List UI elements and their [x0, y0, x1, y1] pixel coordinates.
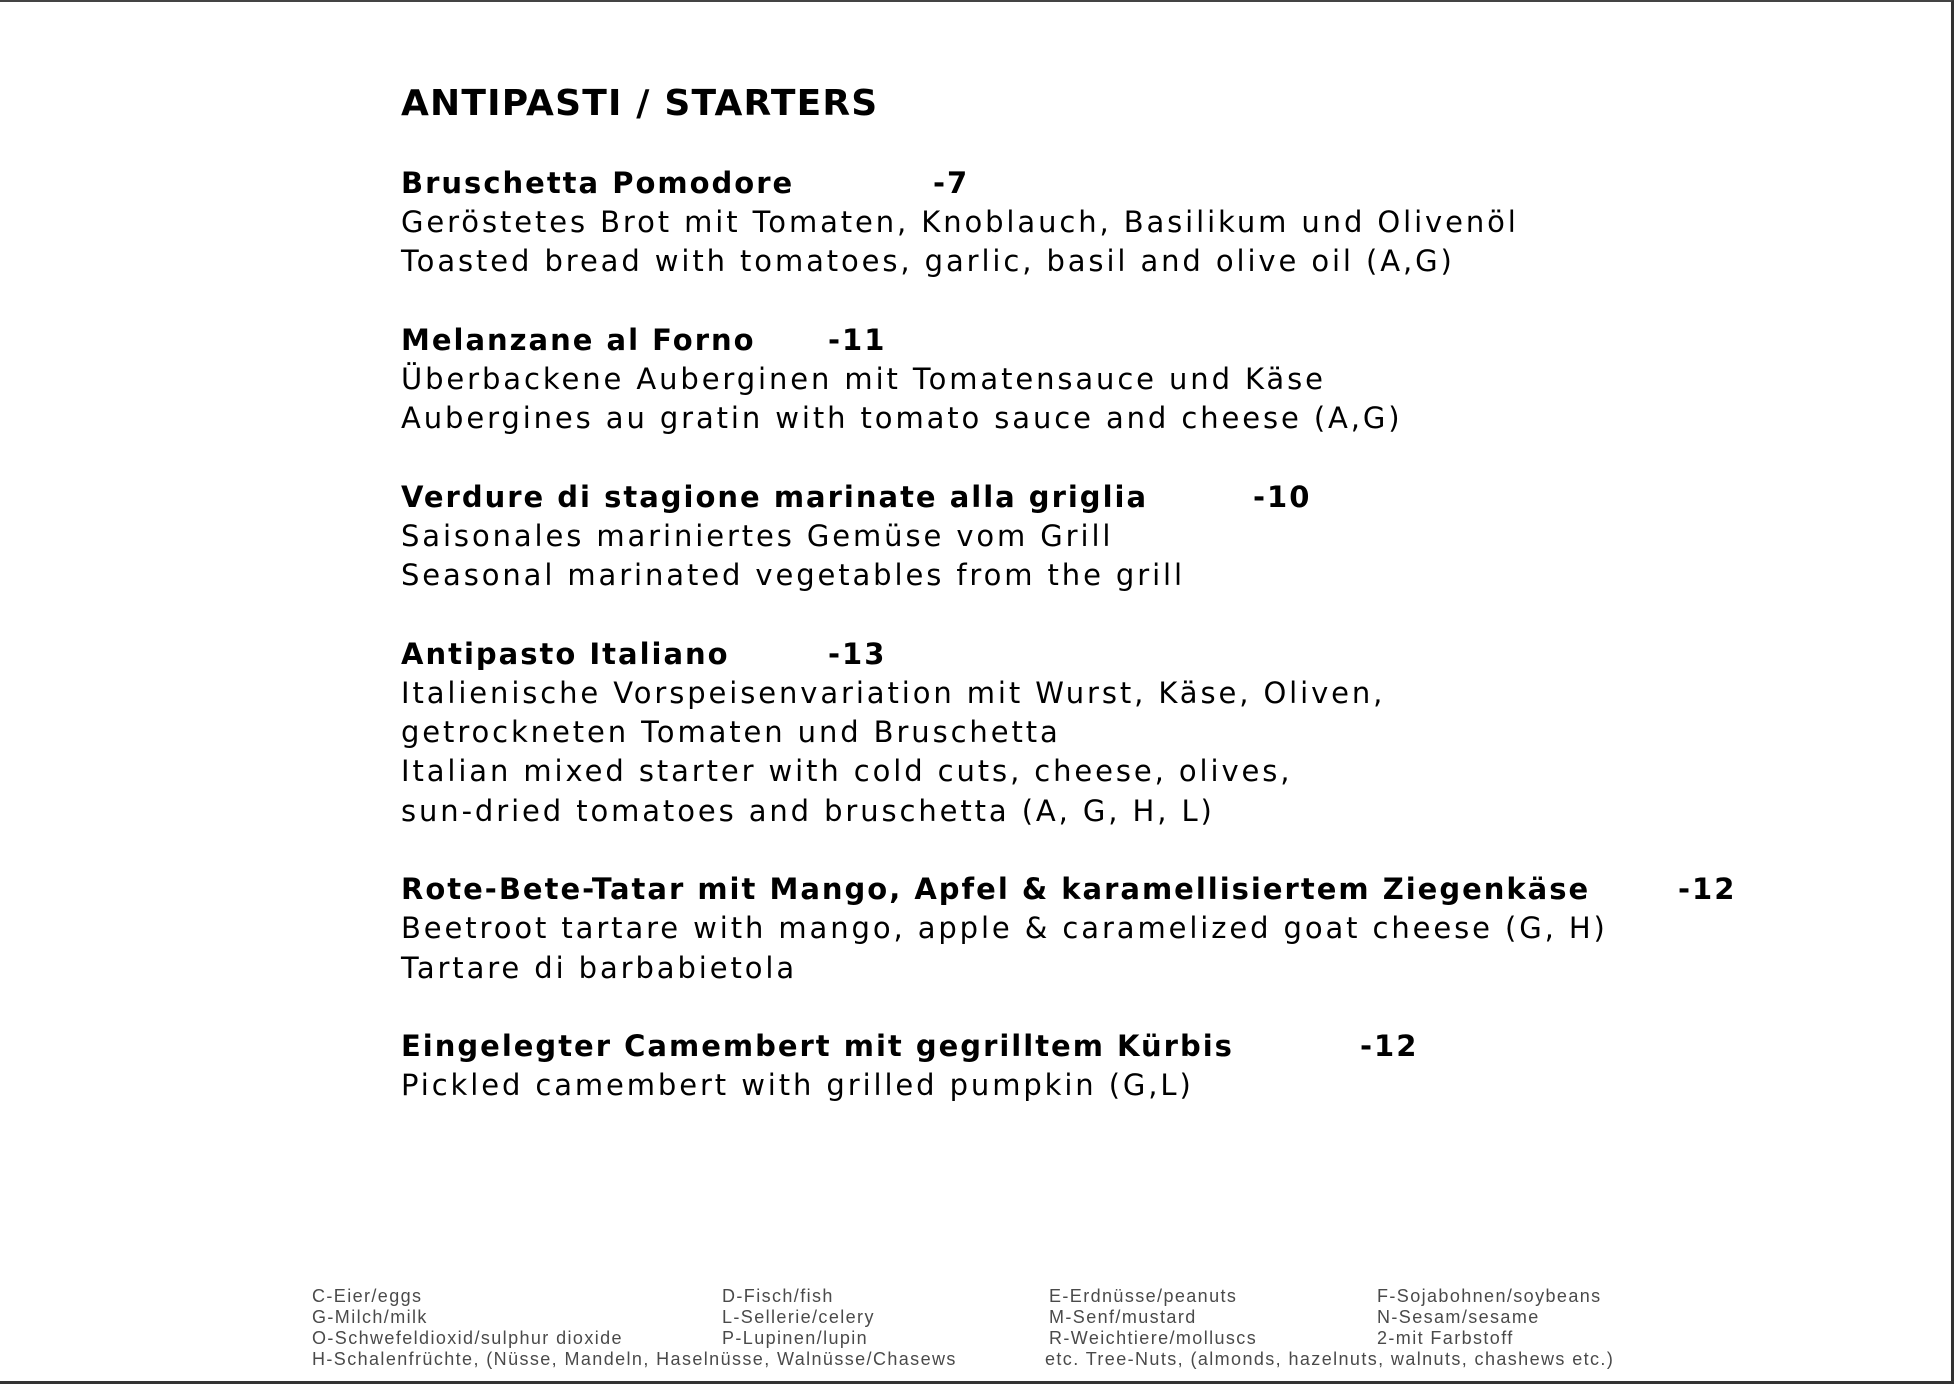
- dish-description: Saisonales mariniertes Gemüse vom Grill: [401, 518, 1114, 553]
- menu-item-header: [401, 478, 1901, 517]
- dish-name: Antipasto Italiano: [401, 636, 730, 671]
- dish-description: sun-dried tomatoes and bruschetta (A, G, H, L): [401, 793, 1215, 828]
- menu-item: [401, 870, 1901, 988]
- menu-item-header: [401, 164, 1901, 203]
- allergen-legend: [0, 1286, 1954, 1370]
- dish-description: Aubergines au gratin with tomato sauce and cheese (A,G): [401, 401, 1403, 435]
- dish-description: Geröstetes Brot mit Tomaten, Knoblauch, Basilikum und Olivenöl: [401, 204, 1519, 239]
- menu-item-header: [401, 870, 1901, 909]
- menu-item: [401, 635, 1901, 831]
- dish-description: Tartare di barbabietola: [401, 950, 798, 985]
- allergen-entry: M-Senf/mustard: [1049, 1307, 1197, 1327]
- dish-description: Italienische Vorspeisenvariation mit Wurst, Käse, Oliven,: [401, 675, 1386, 710]
- dish-price: -12: [1678, 872, 1737, 906]
- allergen-entry: G-Milch/milk: [312, 1307, 428, 1327]
- dish-price: -11: [828, 322, 887, 357]
- menu-item: [401, 478, 1901, 596]
- allergen-entry-tree-nuts-de: H-Schalenfrüchte, (Nüsse, Mandeln, Haselnüsse, Walnüsse/Chasews: [312, 1349, 957, 1369]
- menu-item: [401, 1027, 1901, 1106]
- dish-price: -10: [1253, 479, 1312, 514]
- allergen-row: [0, 1328, 1954, 1349]
- allergen-row: [0, 1286, 1954, 1307]
- dish-price: -12: [1360, 1029, 1419, 1063]
- allergen-row: [0, 1307, 1954, 1328]
- dish-description: getrockneten Tomaten und Bruschetta: [401, 715, 1061, 749]
- allergen-entry: C-Eier/eggs: [312, 1286, 423, 1306]
- allergen-entry: R-Weichtiere/molluscs: [1049, 1328, 1258, 1348]
- allergen-row-tree-nuts: [0, 1349, 1954, 1370]
- menu-item: [401, 164, 1901, 282]
- dish-description: Toasted bread with tomatoes, garlic, basil and olive oil (A,G): [401, 244, 1455, 278]
- allergen-entry: F-Sojabohnen/soybeans: [1377, 1286, 1602, 1306]
- dish-name: Verdure di stagione marinate alla griglia: [401, 479, 1149, 514]
- dish-name: Bruschetta Pomodore: [401, 165, 795, 200]
- menu-list: [401, 164, 1901, 1145]
- dish-name: Melanzane al Forno: [401, 322, 756, 357]
- dish-name: Rote-Bete-Tatar mit Mango, Apfel & karamellisiertem Ziegenkäse: [401, 872, 1591, 906]
- dish-price: -7: [933, 165, 970, 200]
- dish-description: Beetroot tartare with mango, apple & caramelized goat cheese (G, H): [401, 911, 1608, 946]
- dish-description: Pickled camembert with grilled pumpkin (G,L): [401, 1068, 1194, 1103]
- menu-item-header: [401, 1027, 1901, 1066]
- menu-item: [401, 321, 1901, 439]
- allergen-entry: E-Erdnüsse/peanuts: [1049, 1286, 1238, 1306]
- allergen-entry-tree-nuts-en: etc. Tree-Nuts, (almonds, hazelnuts, walnuts, chashews etc.): [1045, 1349, 1615, 1369]
- allergen-entry: 2-mit Farbstoff: [1377, 1328, 1514, 1348]
- allergen-entry: L-Sellerie/celery: [722, 1307, 875, 1327]
- allergen-entry: O-Schwefeldioxid/sulphur dioxide: [312, 1328, 623, 1348]
- allergen-entry: P-Lupinen/lupin: [722, 1328, 869, 1348]
- dish-name: Eingelegter Camembert mit gegrilltem Kürbis: [401, 1029, 1234, 1063]
- dish-description: Überbackene Auberginen mit Tomatensauce und Käse: [401, 361, 1326, 396]
- dish-price: -13: [828, 636, 887, 671]
- section-heading: ANTIPASTI / STARTERS: [401, 83, 879, 124]
- menu-item-header: [401, 635, 1901, 674]
- dish-description: Seasonal marinated vegetables from the grill: [401, 558, 1185, 592]
- allergen-entry: D-Fisch/fish: [722, 1286, 834, 1306]
- menu-item-header: [401, 321, 1901, 360]
- dish-description: Italian mixed starter with cold cuts, cheese, olives,: [401, 754, 1293, 789]
- allergen-entry: N-Sesam/sesame: [1377, 1307, 1540, 1327]
